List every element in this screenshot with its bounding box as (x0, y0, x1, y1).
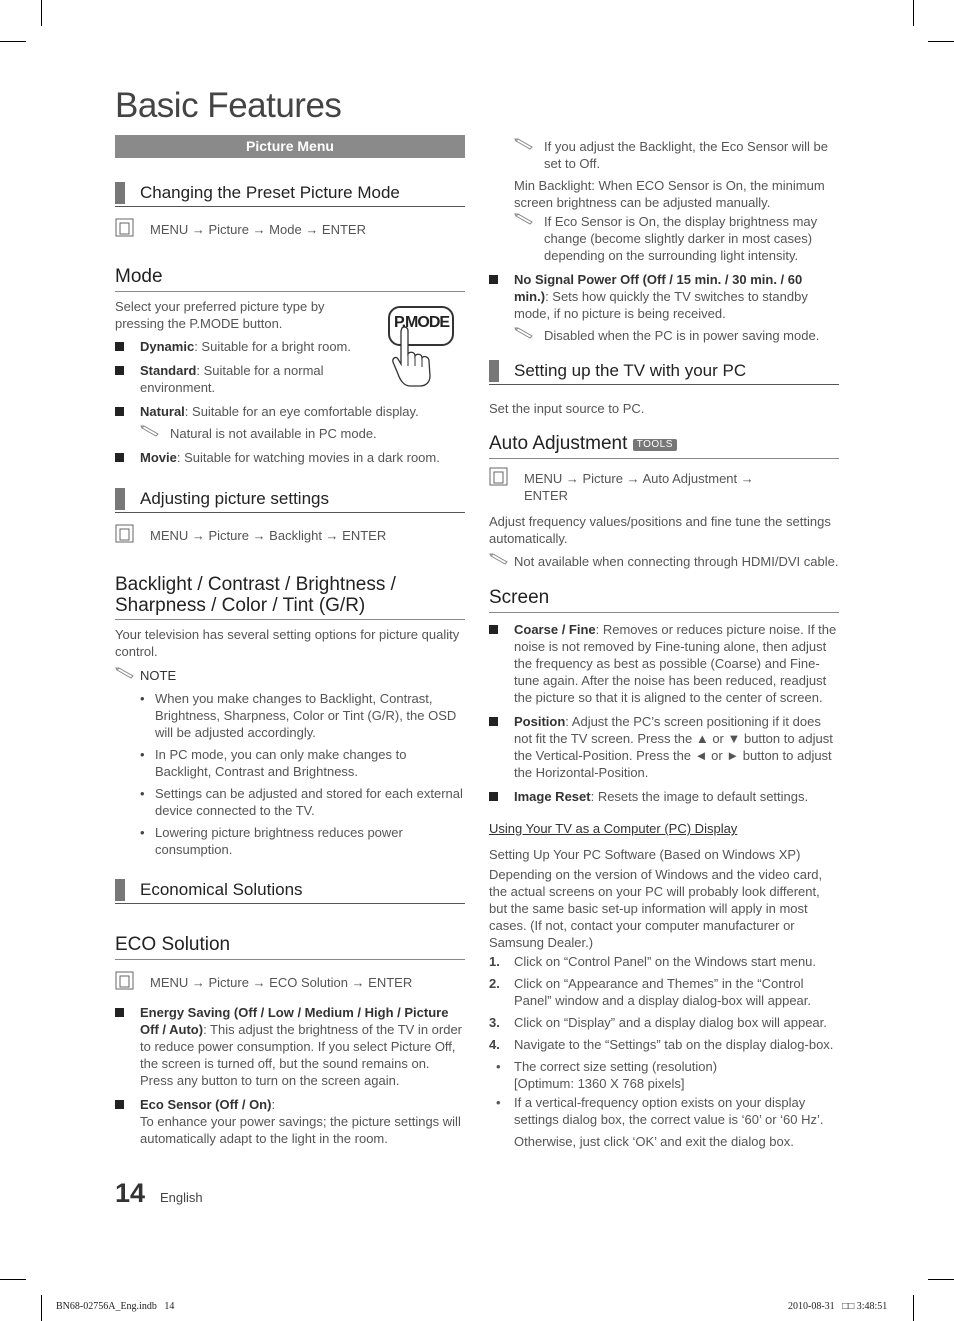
pc-heading: Setting up the TV with your PC (489, 360, 839, 385)
note-pencil-icon (140, 425, 160, 439)
step-item: 1. Click on “Control Panel” on the Windows start menu. (489, 954, 817, 969)
pmode-label: P.MODE (394, 314, 450, 331)
note-pencil-icon (489, 553, 509, 567)
screen-heading: Screen (489, 587, 839, 613)
software-line: Setting Up Your PC Software (Based on Windows XP) (489, 847, 801, 862)
mode-item-standard: Standard: Suitable for a normal environment. (115, 362, 365, 396)
note-pencil-icon (514, 327, 534, 341)
note-item: • Settings can be adjusted and stored for each external device connected to the TV. (140, 785, 465, 819)
no-signal-note: Disabled when the PC is in power saving mode. (514, 327, 839, 344)
osd-menu-icon (115, 524, 134, 543)
mode-item-movie: Movie: Suitable for watching movies in a dark room. (115, 449, 465, 466)
natural-note: Natural is not available in PC mode. (140, 425, 465, 442)
image-reset-item: Image Reset: Resets the image to default settings. (489, 788, 839, 805)
auto-adjustment-heading: Auto Adjustment TOOLS (489, 433, 839, 459)
eco-menu-path: MENU → Picture → ECO Solution → ENTER (115, 974, 465, 991)
note-item: • Lowering picture brightness reduces power consumption. (140, 824, 465, 858)
adjust-heading: Adjusting picture settings (115, 488, 465, 513)
note-label: NOTE (115, 667, 465, 684)
preset-menu-path: MENU → Picture → Mode → ENTER (115, 221, 465, 238)
backlight-intro: Your television has several setting options for picture quality control. (115, 627, 460, 659)
osd-menu-icon (115, 218, 134, 237)
windows-para: Depending on the version of Windows and the video card, the actual screens on your PC will probably look different, but the same basic set-up information will apply in most cases. (If not, contact your computer manufacturer or Samsung Dealer.) (489, 867, 823, 950)
resolution-bullet: • The correct size setting (resolution) [Optimum: 1360 X 768 pixels] (496, 1059, 718, 1091)
page-number: 14 (115, 1178, 146, 1208)
auto-note: Not available when connecting through HDMI/DVI cable. (489, 553, 839, 570)
no-signal-item: No Signal Power Off (Off / 15 min. / 30 min. / 60 min.): Sets how quickly the TV switches to standby mode, if no picture is being received. (489, 271, 839, 322)
note-pencil-icon (514, 213, 534, 227)
note-pencil-icon (115, 667, 135, 681)
right-column (489, 138, 839, 1150)
step-item: 4. Navigate to the “Settings” tab on the display dialog-box. (489, 1037, 834, 1052)
mode-item-natural: Natural: Suitable for an eye comfortable display. (115, 403, 465, 420)
file-name: BN68-02756A_Eng.indb 14 (56, 1301, 175, 1312)
eco-sensor-note: If Eco Sensor is On, the display brightness may change (become slightly darker in most cases) depending on the surrounding light intensity. (514, 213, 839, 264)
note-pencil-icon (514, 138, 534, 152)
coarse-fine-item: Coarse / Fine: Removes or reduces picture noise. If the noise is not removed by Fine-tuning alone, then adjust the frequency as best as possible (Coarse) and Fine-tune again. After the noise has been reduced, readjust the picture so that it is aligned to the center of screen. (489, 621, 839, 706)
economical-heading: Economical Solutions (115, 879, 465, 904)
backlight-note: If you adjust the Backlight, the Eco Sensor will be set to Off. (514, 138, 839, 172)
eco-sensor-item: Eco Sensor (Off / On): To enhance your power savings; the picture settings will automatically adapt to the light in the room. (115, 1096, 465, 1147)
frequency-bullet: • If a vertical-frequency option exists on your display settings dialog box, the correct value is ‘60’ or ‘60 Hz’. (496, 1095, 824, 1127)
osd-menu-icon (115, 971, 134, 990)
tools-badge: TOOLS (633, 439, 677, 451)
pointing-hand-icon (388, 326, 448, 388)
step-item: 3. Click on “Display” and a display dialog box will appear. (489, 1015, 827, 1030)
pc-display-link: Using Your TV as a Computer (PC) Display (489, 821, 738, 836)
eco-heading: ECO Solution (115, 934, 465, 960)
mode-item-dynamic: Dynamic: Suitable for a bright room. (115, 338, 365, 355)
position-item: Position: Adjust the PC’s screen positioning if it does not fit the TV screen. Press the ▲ or ▼ button to adjust the Vertical-Position. Press the ◄ or ► button to adjust the Horizontal-Position. (489, 713, 839, 781)
page-title: Basic Features (115, 86, 342, 125)
frequency-otherwise: Otherwise, just click ‘OK’ and exit the dialog box. (514, 1134, 794, 1149)
mode-intro: Select your preferred picture type by pressing the P.MODE button. (115, 299, 325, 331)
energy-saving-item: Energy Saving (Off / Low / Medium / High / Picture Off / Auto): This adjust the brightness of the TV in order to reduce power consumption. If you select Picture Off, the screen is turned off, but the sound remains on. Press any button to turn on the screen again. (115, 1004, 465, 1089)
print-timestamp: 2010-08-31 □□ 3:48:51 (788, 1301, 888, 1312)
mode-heading: Mode (115, 266, 465, 292)
pc-intro: Set the input source to PC. (489, 401, 645, 416)
backlight-heading: Backlight / Contrast / Brightness / Sharpness / Color / Tint (G/R) (115, 574, 465, 620)
note-item: • In PC mode, you can only make changes to Backlight, Contrast and Brightness. (140, 746, 465, 780)
language-label: English (160, 1190, 203, 1205)
osd-menu-icon (489, 467, 508, 486)
note-item: • When you make changes to Backlight, Contrast, Brightness, Sharpness, Color or Tint (G/R), the OSD will be adjusted accordingly. (140, 690, 465, 741)
min-backlight: Min Backlight: When ECO Sensor is On, the minimum screen brightness can be adjusted manually. (514, 178, 825, 210)
auto-menu-path: MENU → Picture → Auto Adjustment → ENTER (489, 470, 839, 504)
adjust-menu-path: MENU → Picture → Backlight → ENTER (115, 527, 465, 544)
left-column (115, 135, 465, 1147)
preset-heading: Changing the Preset Picture Mode (115, 182, 465, 207)
auto-desc: Adjust frequency values/positions and fine tune the settings automatically. (489, 514, 831, 546)
picture-menu-bar: Picture Menu (115, 135, 465, 158)
step-item: 2. Click on “Appearance and Themes” in the “Control Panel” window and a display dialog-box will appear. (489, 976, 812, 1008)
